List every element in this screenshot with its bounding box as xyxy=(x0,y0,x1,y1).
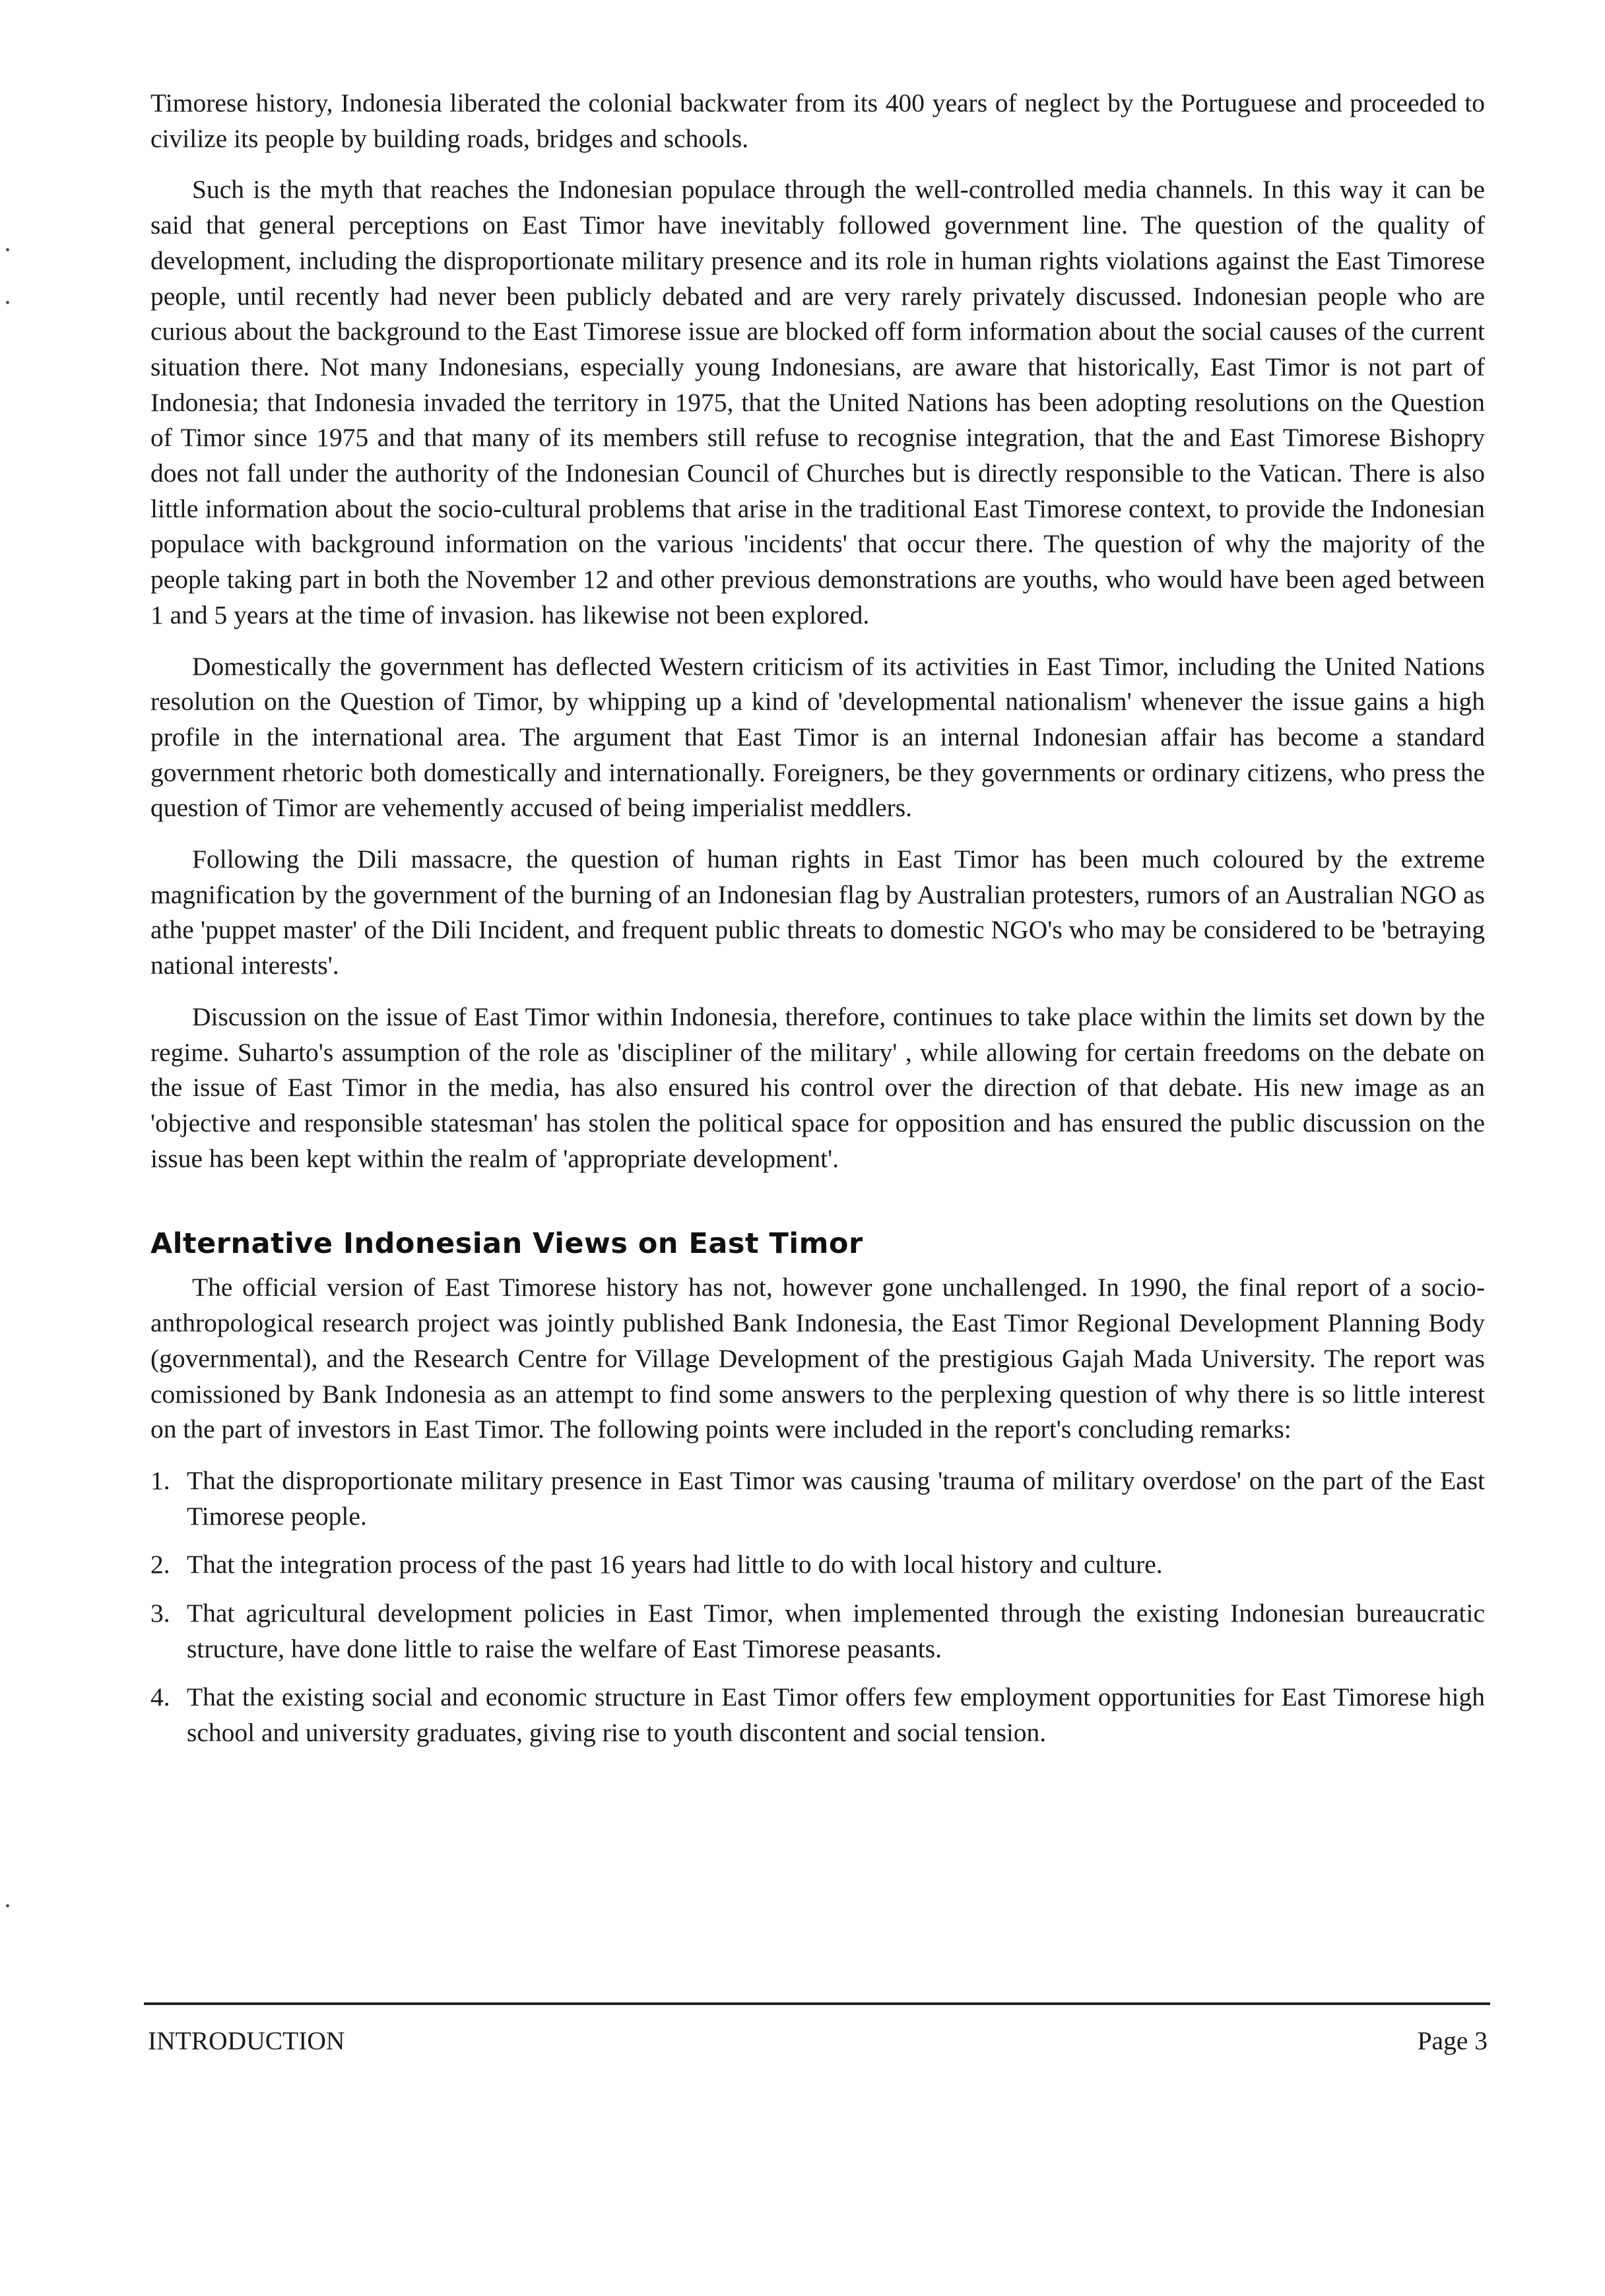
list-item-number: 4. xyxy=(150,1682,170,1712)
document-page xyxy=(150,86,1485,1764)
footer-rule xyxy=(144,2002,1490,2005)
margin-speck xyxy=(6,1904,9,1907)
list-item xyxy=(150,1463,1485,1534)
list-item xyxy=(150,1547,1485,1583)
list-item-number: 3. xyxy=(150,1599,170,1628)
section-heading: Alternative Indonesian Views on East Timor xyxy=(150,1227,863,1261)
paragraph-timorese-history: Timorese history, Indonesia liberated the colonial backwater from its 400 years of neglect by the Portuguese and proceeded to civilize its people by building roads, bridges and schools. xyxy=(150,88,1485,153)
paragraph-section-intro: The official version of East Timorese history has not, however gone unchallenged. In 1990, the final report of a socio-anthropological research project was jointly published Bank Indonesia, the East Timor Regional Development Planning Body (governmental), and the Research Centre for Village Development of the prestigious Gajah Mada University. The report was comissioned by Bank Indonesia as an attempt to find some answers to the perplexing question of why there is so little interest on the part of investors in East Timor. The following points were included in the report's concluding remarks: xyxy=(150,1273,1485,1444)
margin-speck xyxy=(6,301,9,304)
body-text xyxy=(150,86,1485,1176)
paragraph-dili-massacre: Following the Dili massacre, the question of human rights in East Timor has been much coloured by the extreme magnification by the government of the burning of an Indonesian flag by Australian protesters, rumors of an Australian NGO as athe 'puppet master' of the Dili Incident, and frequent public threats to domestic NGO's who may be considered to be 'betraying national interests'. xyxy=(150,845,1485,980)
page-number: Page 3 xyxy=(1417,2026,1488,2055)
paragraph-discussion-limits: Discussion on the issue of East Timor within Indonesia, therefore, continues to take place within the limits set down by the regime. Suharto's assumption of the role as 'discipliner of the military' , while allowing for certain freedoms on the debate on the issue of East Timor in the media, has also ensured his control over the direction of that debate. His new image as an 'objective and responsible statesman' has stolen the political space for opposition and has ensured the public discussion on the issue has been kept within the realm of 'appropriate development'. xyxy=(150,1002,1485,1173)
paragraph-myth: Such is the myth that reaches the Indonesian populace through the well-controlled media channels. In this way it can be said that general perceptions on East Timor have inevitably followed government line. The question of the quality of development, including the disproportionate military presence and its role in human rights violations against the East Timorese people, until recently had never been publicly debated and are very rarely privately discussed. Indonesian people who are curious about the background to the East Timorese issue are blocked off form information about the social causes of the current situation there. Not many Indonesians, especially young Indonesians, are aware that historically, East Timor is not part of Indonesia; that Indonesia invaded the territory in 1975, that the United Nations has been adopting resolutions on the Question of Timor since 1975 and that many of its members still refuse to recognise integration, that the and East Timorese Bishopry does not fall under the authority of the Indonesian Council of Churches but is directly responsible to the Vatican. There is also little information about the socio-cultural problems that arise in the traditional East Timorese context, to provide the Indonesian populace with background information on the various 'incidents' that occur there. The question of why the majority of the people taking part in both the November 12 and other previous demonstrations are youths, who would have been aged between 1 and 5 years at the time of invasion. has likewise not been explored. xyxy=(150,175,1485,629)
list-item-number: 2. xyxy=(150,1550,170,1579)
footer-section-label: INTRODUCTION xyxy=(148,2026,345,2055)
list-item xyxy=(150,1596,1485,1667)
paragraph-domestic-deflection: Domestically the government has deflected Western criticism of its activities in East Timor, including the United Nations resolution on the Question of Timor, by whipping up a kind of 'developmental nationalism' whenever the issue gains a high profile in the international area. The argument that East Timor is an internal Indonesian affair has become a standard government rhetoric both domestically and internationally. Foreigners, be they governments or ordinary citizens, who press the question of Timor are vehemently accused of being imperialist meddlers. xyxy=(150,651,1485,823)
list-item-text: That the integration process of the past 16 years had little to do with local history and culture. xyxy=(187,1550,1163,1579)
list-item-text: That agricultural development policies in East Timor, when implemented through the existing Indonesian bureaucratic structure, have done little to raise the welfare of East Timorese peasants. xyxy=(187,1599,1485,1663)
list-item-number: 1. xyxy=(150,1465,170,1495)
list-item-text: That the existing social and economic structure in East Timor offers few employment opportunities for East Timorese high school and university graduates, giving rise to youth discontent and social tension. xyxy=(187,1682,1485,1748)
list-item xyxy=(150,1680,1485,1750)
page-footer xyxy=(148,2024,1488,2057)
list-item-text: That the disproportionate military presence in East Timor was causing 'trauma of military overdose' on the part of the East Timorese people. xyxy=(187,1465,1485,1531)
findings-list xyxy=(150,1463,1485,1751)
margin-speck xyxy=(6,248,9,251)
